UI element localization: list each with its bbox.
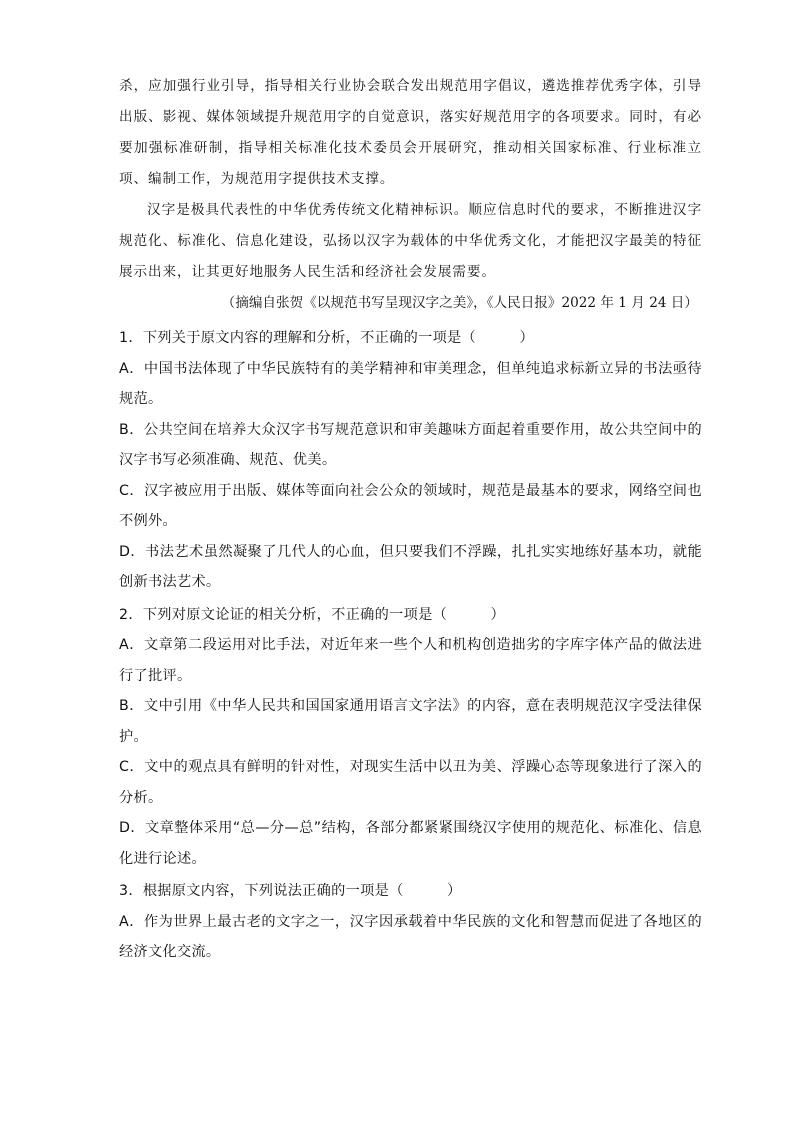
question-option: D．书法艺术虽然凝聚了几代人的心血，但只要我们不浮躁，扎扎实实地练好基本功，就能创新书法艺术。 <box>119 543 702 590</box>
question-1 <box>119 323 702 598</box>
question-stem: 3．根据原文内容，下列说法正确的一项是（ ） <box>119 883 462 899</box>
question-option: A．作为世界上最古老的文字之一，汉字因承载着中华民族的文化和智慧而促进了各地区的经济文化交流。 <box>119 913 702 960</box>
question-option: A．文章第二段运用对比手法，对近年来一些个人和机构创造拙劣的字库字体产品的做法进行了批评。 <box>119 637 702 684</box>
question-2 <box>119 600 702 875</box>
question-option: D．文章整体采用“总—分—总”结构，各部分都紧紧围绕汉字使用的规范化、标准化、信息化进行论述。 <box>119 820 702 867</box>
question-option: B．文中引用《中华人民共和国国家通用语言文字法》的内容，意在表明规范汉字受法律保护。 <box>119 698 702 745</box>
question-stem: 2．下列对原文论证的相关分析，不正确的一项是（ ） <box>119 606 506 623</box>
passage-paragraph: 杀，应加强行业引导，指导相关行业协会联合发出规范用字倡议，遴选推荐优秀字体，引导出版、影视、媒体领域提升规范用字的自觉意识，落实好规范用字的各项要求。同时，有必要加强标准研制，指导相关标准化技术委员会开展研究，推动相关国家标准、行业标准立项、编制工作，为规范用字提供技术支撑。 <box>119 78 702 187</box>
question-stem: 1．下列关于原文内容的理解和分析，不正确的一项是（ ） <box>119 330 534 346</box>
question-option: C．汉字被应用于出版、媒体等面向社会公众的领域时，规范是最基本的要求，网络空间也不例外。 <box>119 482 702 529</box>
question-option: C．文中的观点具有鲜明的针对性，对现实生活中以丑为美、浮躁心态等现象进行了深入的分析。 <box>119 759 702 806</box>
question-option: B．公共空间在培养大众汉字书写规范意识和审美趣味方面起着重要作用，故公共空间中的汉字书写必须准确、规范、优美。 <box>119 421 702 468</box>
passage-paragraph: 汉字是极具代表性的中华优秀传统文化精神标识。顺应信息时代的要求，不断推进汉字规范化、标准化、信息化建设，弘扬以汉字为载体的中华优秀文化，才能把汉字最美的特征展示出来，让其更好地服务人民生活和经济社会发展需要。 <box>119 202 702 280</box>
question-option: A．中国书法体现了中华民族特有的美学精神和审美理念，但单纯追求标新立异的书法亟待规范。 <box>119 360 702 407</box>
question-3 <box>119 876 702 968</box>
passage-citation: （摘编自张贺《以规范书写呈现汉字之美》，《人民日报》2022 年 1 月 24 日） <box>221 295 698 311</box>
